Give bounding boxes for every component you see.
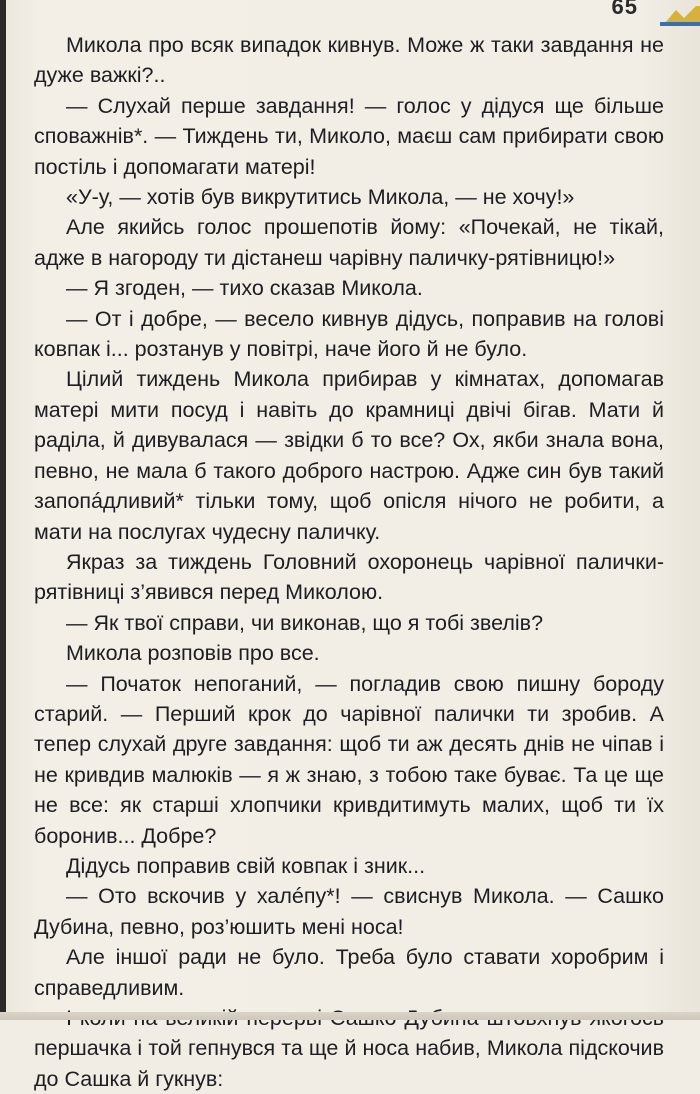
page-binding-edge [0, 0, 6, 1020]
paragraph: першачка і той гепнувся та ще й носа набив, Микола підскочив до Сашка й гукнув: [34, 1036, 664, 1091]
paragraph: «У-у, — хотів був викрутитись Микола, — не хочу!» [66, 185, 575, 210]
paragraph: Але іншої ради не було. Треба було ставати хоробрим і справедливим. [34, 945, 664, 1000]
paragraph: — Як твої справи, чи виконав, що я тобі звелів? [66, 610, 544, 635]
page-number: 65 [611, 0, 638, 19]
paragraph: — Ото вскочив у халéпу*! — свиснув Микола. — Сашко Дубина, певно, роз’юшить мені носа! [34, 884, 664, 939]
paragraph: Микола про всяк випадок кивнув. Може ж таки завдання не дуже важкі?.. [34, 33, 664, 88]
paragraph: Але якийсь голос прошепотів йому: «Почекай, не тікай, адже в нагороду ти дістанеш чарівну паличку-рятівницю!» [34, 215, 664, 270]
paragraph: — От і добре, — весело кивнув дідусь, поправив на голові ковпак і... розтанув у повітрі, наче його й не було. [34, 306, 664, 362]
paragraph: Якраз за тиждень Головний охоронець чарівної палички-рятівниці з’явився перед Миколою. [34, 549, 664, 605]
paragraph: Цілий тиждень Микола прибирав у кімнатах, допомагав матері мити посуд і навіть до крамниці двічі бігав. Мати й раділа, й дивувалася — звідки б то все? Ох, якби знала вона, певно, не мала б такого доброго настрою. Адже син був такий запопáдливий* тільки тому, щоб опісля нічого не робити, а мати на послугах чудесну паличку. [34, 367, 664, 544]
paragraph: — Слухай перше завдання! — голос у дідуся ще більше споважнів*. — Тиждень ти, Миколо, маєш сам прибирати свою постіль і допомагати матері! [34, 93, 664, 179]
page-bottom-edge [0, 1012, 700, 1020]
paragraph: — Я згоден, — тихо сказав Микола. [66, 276, 423, 301]
paragraph: Микола розповів про все. [66, 641, 320, 666]
corner-ribbon-icon [660, 4, 700, 26]
story-text [34, 30, 664, 1094]
paragraph: — Початок непоганий, — погладив свою пишну бороду старий. — Перший крок до чарівної палички ти зробив. А тепер слухай друге завдання: щоб ти аж десять днів не чіпав і не кривдив малюків — я ж знаю, з тобою таке буває. Та це ще не все: як старші хлопчики кривдитимуть малих, щоб ти їх боронив... Добре? [34, 671, 664, 848]
paragraph: Дідусь поправив свій ковпак і зник... [66, 853, 426, 878]
